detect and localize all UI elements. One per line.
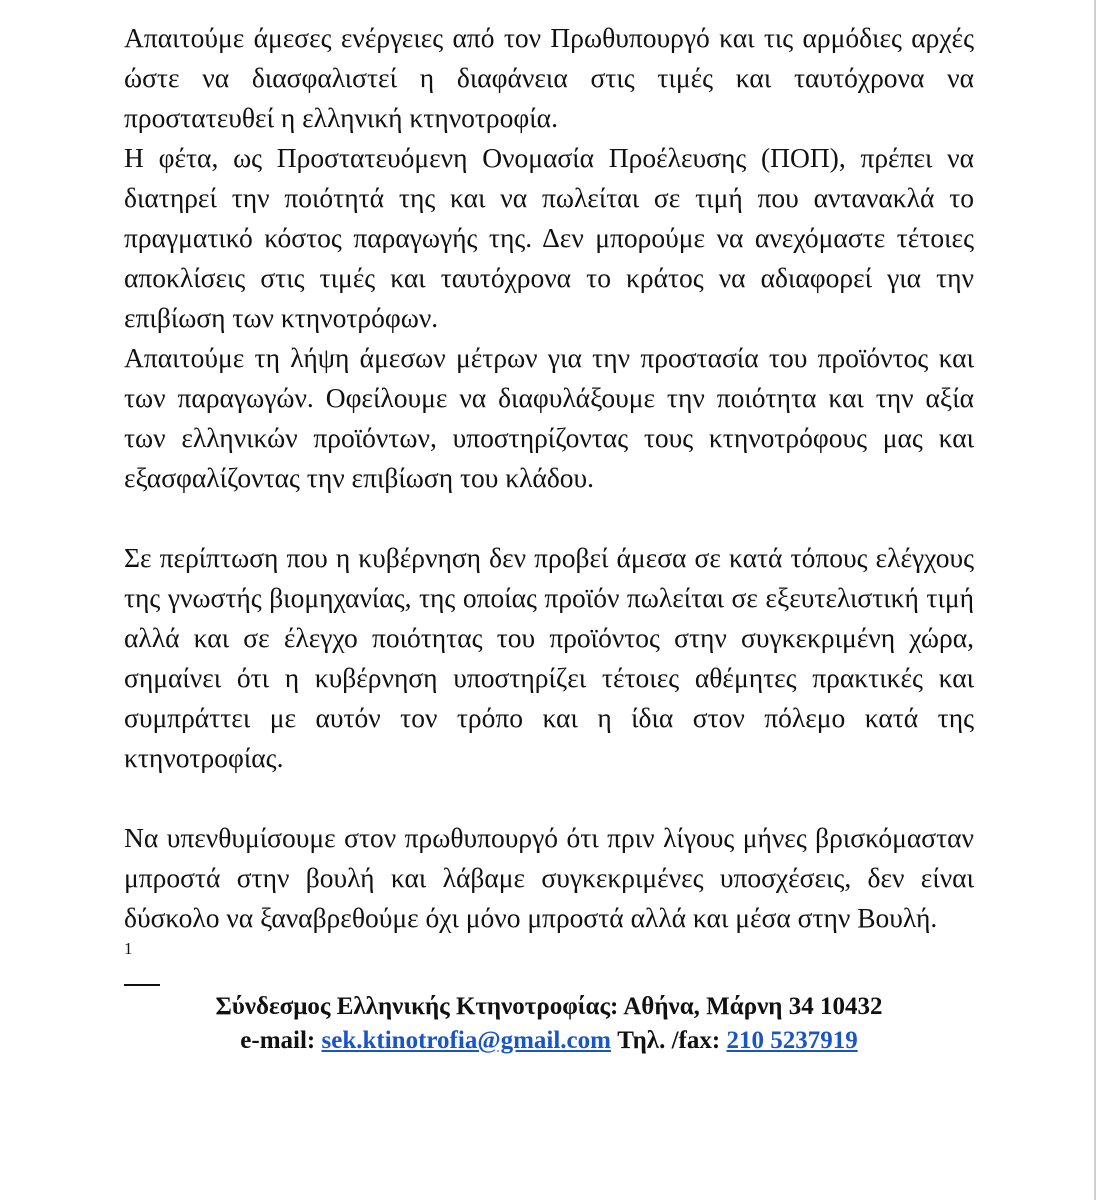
paragraph-reminder-parliament: Να υπενθυμίσουμε στον πρωθυπουργό ότι πριν λίγους μήνες βρισκόμασταν μπροστά στην βουλή και λάβαμε συγκεκριμένες υποσχέσεις, δεν είναι δύσκολο να ξαναβρεθούμε όχι μόνο μπροστά αλλά και μέσα στην Βουλή. [124,822,974,933]
footer-contact [124,990,974,1058]
footnote-separator [124,984,160,986]
paragraph-spacer [124,498,974,538]
paragraph-spacer [124,778,974,818]
paragraph-demand-action: Απαιτούμε άμεσες ενέργειες από τον Πρωθυπουργό και τις αρμόδιες αρχές ώστε να διασφαλιστεί η διαφάνεια στις τιμές και ταυτόχρονα να προστατευθεί η ελληνική κτηνοτροφία. [124,22,974,133]
page-edge-divider [1094,0,1096,1200]
body-text-block-1 [124,18,974,498]
footer-org-address: Σύνδεσμος Ελληνικής Κτηνοτροφίας: Αθήνα, Μάρνη 34 10432 [215,993,883,1020]
phone-label: Τηλ. /fax: [610,1027,727,1054]
paragraph-feta-pdo: Η φέτα, ως Προστατευόμενη Ονομασία Προέλευσης (ΠΟΠ), πρέπει να διατηρεί την ποιότητά της και να πωλείται σε τιμή που αντανακλά το πραγματικό κόστος παραγωγής της. Δεν μπορούμε να ανεχόμαστε τέτοιες αποκλίσεις στις τιμές και ταυτόχρονα το κράτος να αδιαφορεί για την επιβίωση των κτηνοτρόφων. [124,142,974,333]
phone-link[interactable]: 210 5237919 [726,1027,858,1054]
footer-contact-line [124,1024,974,1058]
paragraph-government-inspections: Σε περίπτωση που η κυβέρνηση δεν προβεί άμεσα σε κατά τόπους ελέγχους της γνωστής βιομηχανίας, της οποίας προϊόν πωλείται σε εξευτελιστική τιμή αλλά και σε έλεγχο ποιότητας του προϊόντος στην συγκεκριμένη χώρα, σημαίνει ότι η κυβέρνηση υποστηρίζει τέτοιες αθέμητες πρακτικές και συμπράττει με αυτόν τον τρόπο και η ίδια στον πόλεμο κατά της κτηνοτροφίας. [124,542,974,773]
footnote-number: 1 [124,939,133,958]
email-link[interactable]: sek.ktinotrofia@gmail.com [321,1027,611,1054]
paragraph-protection-measures: Απαιτούμε τη λήψη άμεσων μέτρων για την προστασία του προϊόντος και των παραγωγών. Οφείλουμε να διαφυλάξουμε την ποιότητα και την αξία των ελληνικών προϊόντων, υποστηρίζοντας τους κτηνοτρόφους μας και εξασφαλίζοντας την επιβίωση του κλάδου. [124,342,974,493]
document-page [124,18,974,1058]
email-label: e-mail: [240,1027,322,1054]
